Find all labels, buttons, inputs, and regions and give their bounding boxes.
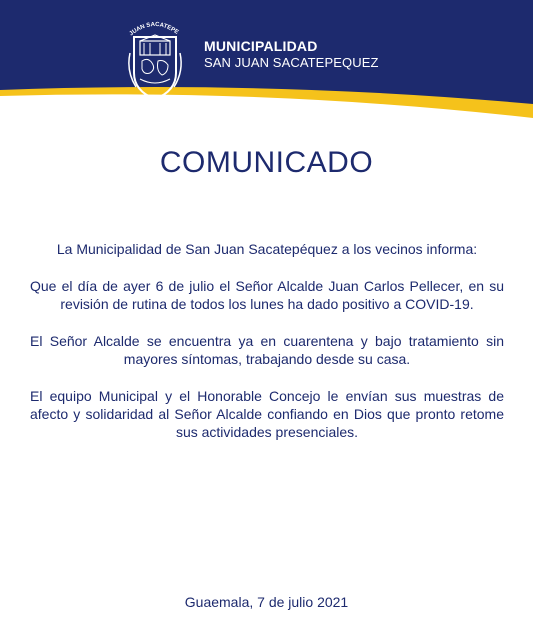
paragraph-solidarity: El equipo Municipal y el Honorable Concejo le envían sus muestras de afecto y solidaridad al Señor Alcalde confiando en Dios que pronto retome sus actividades presenciales. <box>30 388 504 440</box>
paragraph-covid-result: Que el día de ayer 6 de julio el Señor Alcalde Juan Carlos Pellecer, en su revisión de rutina de todos los lunes ha dado positivo a COVID-19. <box>30 278 504 312</box>
organization-name-line2: SAN JUAN SACATEPEQUEZ <box>204 55 379 70</box>
document-title: COMUNICADO <box>159 146 374 179</box>
document-body <box>30 240 504 460</box>
seal-arc-text: JUAN SACATEPE <box>128 21 180 38</box>
paragraph-quarantine: El Señor Alcalde se encuentra ya en cuarentena y bajo tratamiento sin mayores síntomas, trabajando desde su casa. <box>30 333 504 367</box>
svg-text:SAN JUAN SACATEPEQUEZ <box>122 13 179 37</box>
organization-name <box>204 38 379 71</box>
header-banner <box>0 0 533 130</box>
paragraph-intro: La Municipalidad de San Juan Sacatepéquez a los vecinos informa: <box>56 241 478 257</box>
place-and-date: Guaemala, 7 de julio 2021 <box>184 594 349 610</box>
municipal-seal-logo <box>122 13 188 103</box>
organization-name-line1: MUNICIPALIDAD <box>204 38 318 54</box>
